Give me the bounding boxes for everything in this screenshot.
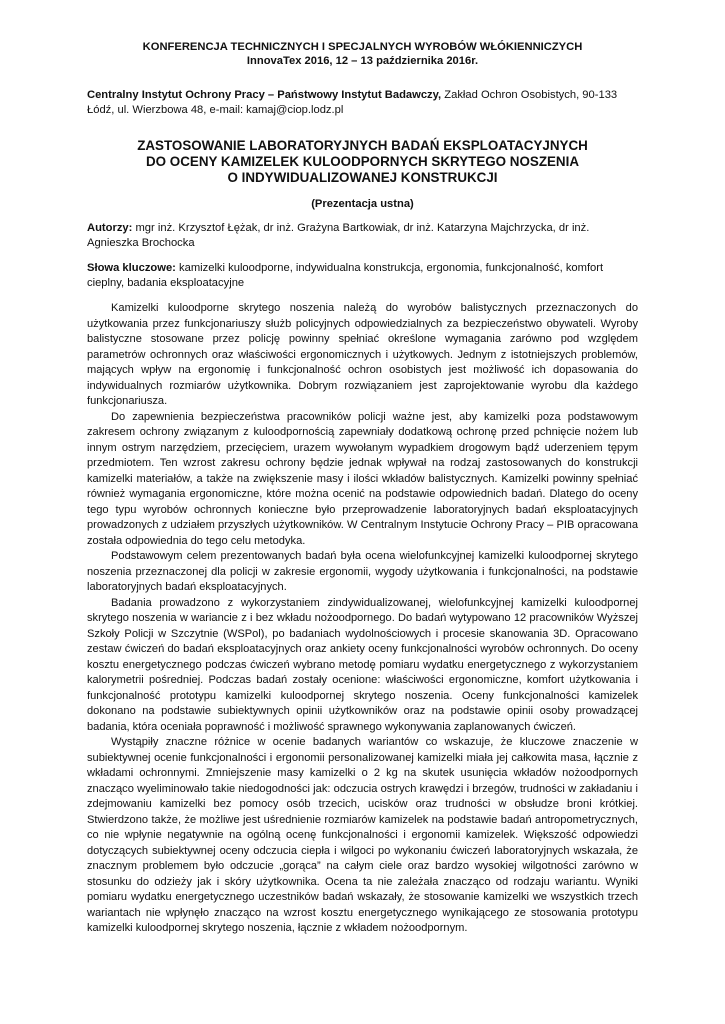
paper-title — [87, 138, 638, 186]
document-page — [87, 40, 638, 937]
keywords-label: Słowa kluczowe: — [87, 262, 176, 274]
authors-list: mgr inż. Krzysztof Łężak, dr inż. Grażyna Bartkowiak, dr inż. Katarzyna Majchrzycka, dr inż. Agnieszka Brochocka — [87, 222, 590, 249]
institute-details: Zakład Ochron Osobistych, 90-133 Łódź, ul. Wierzbowa 48, e-mail: kamaj@ciop.lodz.pl — [87, 89, 618, 116]
paragraph-3: Podstawowym celem prezentowanych badań była ocena wielofunkcyjnej kamizelki kuloodpornej skrytego noszenia przeznaczonej dla policji w zakresie ergonomii, wygody użytkowania i funkcjonalności, na podstawie laboratoryjnych badań eksploatacyjnych. — [87, 550, 638, 593]
keywords-list: kamizelki kuloodporne, indywidualna konstrukcja, ergonomia, funkcjonalność, komfort cieplny, badania eksploatacyjne — [87, 262, 604, 289]
conference-header — [87, 40, 638, 68]
institute-name: Centralny Instytut Ochrony Pracy – Państwowy Instytut Badawczy, — [87, 89, 442, 101]
paragraph-4: Badania prowadzono z wykorzystaniem zindywidualizowanej, wielofunkcyjnej kamizelki kuloodpornej skrytego noszenia w wariancie z i bez wkładu nożoodpornego. Do badań wytypowano 12 pracowników Wyższej Szkoły Policji w Szczytnie (WSPol), po badaniach wydolnościowych i procesie skanowania 3D. Opracowano zestaw ćwiczeń do badań eksploatacyjnych oraz ankiety oceny funkcjonalności wyrobów ochronnych. Do oceny kosztu energetycznego podczas ćwiczeń wybrano metodę pomiaru wydatku energetycznego z wykorzystaniem kalorymetrii pośredniej. Podczas badań zostały ocenione: właściwości ergonomiczne, komfort użytkowania i funkcjonalność prototypu kamizelki kuloodpornej skrytego noszenia. Oceny funkcjonalności kamizelek dokonano na podstawie subiektywnych opinii użytkowników oraz na podstawie opinii osoby prowadzącej badania, która oceniała poprawność i możliwość sprawnego wykonywania zaplanowanych ćwiczeń. — [87, 596, 638, 733]
title-line-1: ZASTOSOWANIE LABORATORYJNYCH BADAŃ EKSPLOATACYJNYCH — [137, 138, 588, 153]
abstract-body — [87, 301, 638, 937]
conference-title: KONFERENCJA TECHNICZNYCH I SPECJALNYCH WYROBÓW WŁÓKIENNICZYCH — [142, 41, 583, 53]
title-line-3: O INDYWIDUALIZOWANEJ KONSTRUKCJI — [227, 170, 498, 185]
affiliation — [87, 88, 638, 118]
paragraph-1: Kamizelki kuloodporne skrytego noszenia należą do wyrobów balistycznych przeznaczonych do użytkowania przez funkcjonariuszy służb policyjnych odpowiedzialnych za bezpieczeństwo obywateli. Wyroby balistyczne stosowane przez policję powinny spełniać określone wymagania zarówno pod względem parametrów ochronnych oraz właściwości ergonomicznych i użytkowych. Jednym z istotniejszych problemów, mających wpływ na ergonomię i funkcjonalność ochron osobistych jest możliwość ich dopasowania do indywidualnych rozmiarów użytkownika. Dobrym rozwiązaniem jest zaprojektowanie wyrobu dla każdego funkcjonariusza. — [87, 302, 638, 407]
title-line-2: DO OCENY KAMIZELEK KULOODPORNYCH SKRYTEGO NOSZENIA — [146, 154, 579, 169]
paragraph-2: Do zapewnienia bezpieczeństwa pracowników policji ważne jest, aby kamizelki poza podstawowym zakresem ochrony związanym z kuloodpornością zapewniały dodatkową ochronę przed pchnięcie nożem lub innym ostrym narzędziem, przecięciem, urazem wywołanym wypadkiem drogowym bądź uderzeniem tępym przedmiotem. Ten wzrost zakresu ochrony będzie jednak wpływał na rodzaj zastosowanych do konstrukcji kamizelki materiałów, a także na zwiększenie masy i ilości wkładów balistycznych. Kamizelki powinny spełniać również wymagania ergonomiczne, które można ocenić na podstawie odpowiednich badań. Dlatego do oceny tego typu wyrobów ochronnych konieczne było przeprowadzenie laboratoryjnych badań eksploatacyjnych prowadzonych z udziałem przyszłych użytkowników. W Centralnym Instytucie Ochrony Pracy – PIB opracowana została odpowiednia do tego celu metodyka. — [87, 410, 638, 547]
keywords — [87, 261, 638, 291]
authors — [87, 221, 638, 251]
presentation-type: (Prezentacja ustna) — [311, 198, 414, 210]
paragraph-5: Wystąpiły znaczne różnice w ocenie badanych wariantów co wskazuje, że kluczowe znaczenie w subiektywnej ocenie funkcjonalności i ergonomii personalizowanej kamizelki miała jej całkowita masa, łącznie z wkładami ochronnymi. Zmniejszenie masy kamizelki o 2 kg na skutek usunięcia wkładów nożoodpornych znacząco wyeliminowało takie niedogodności jak: odczucia ostrych krawędzi i brzegów, trudności w zakładaniu i zdejmowaniu kamizelki bez pomocy osób trzecich, ucisków oraz trudności w obsłudze broni krótkiej. Stwierdzono także, że możliwe jest uśrednienie rozmiarów kamizelek na podstawie badań antropometrycznych, co nie wpłynie negatywnie na ogólną ocenę funkcjonalności i ergonomii kamizelek. Większość odpowiedzi dotyczących subiektywnej oceny odczucia ciepła i wilgoci po wykonaniu ćwiczeń laboratoryjnych wskazała, że znacznym problemem było odczucie „gorąca” na całym ciele oraz bardzo wysokiej wilgotności zarówno w stosunku do odzieży jak i skóry użytkownika. Ocena ta nie zależała znacząco od rodzaju wariantu. Wyniki pomiaru wydatku energetycznego uczestników badań wskazały, że stosowanie kamizelki we wszystkich trzech wariantach nie wpłynęło znacząco na wzrost kosztu energetycznego wynikającego ze stosowania prototypu kamizelki kuloodpornej skrytego noszenia, łącznie z wkładem nożoodpornym. — [87, 736, 638, 934]
conference-date: InnovaTex 2016, 12 – 13 października 2016r. — [246, 55, 479, 67]
authors-label: Autorzy: — [87, 222, 133, 234]
